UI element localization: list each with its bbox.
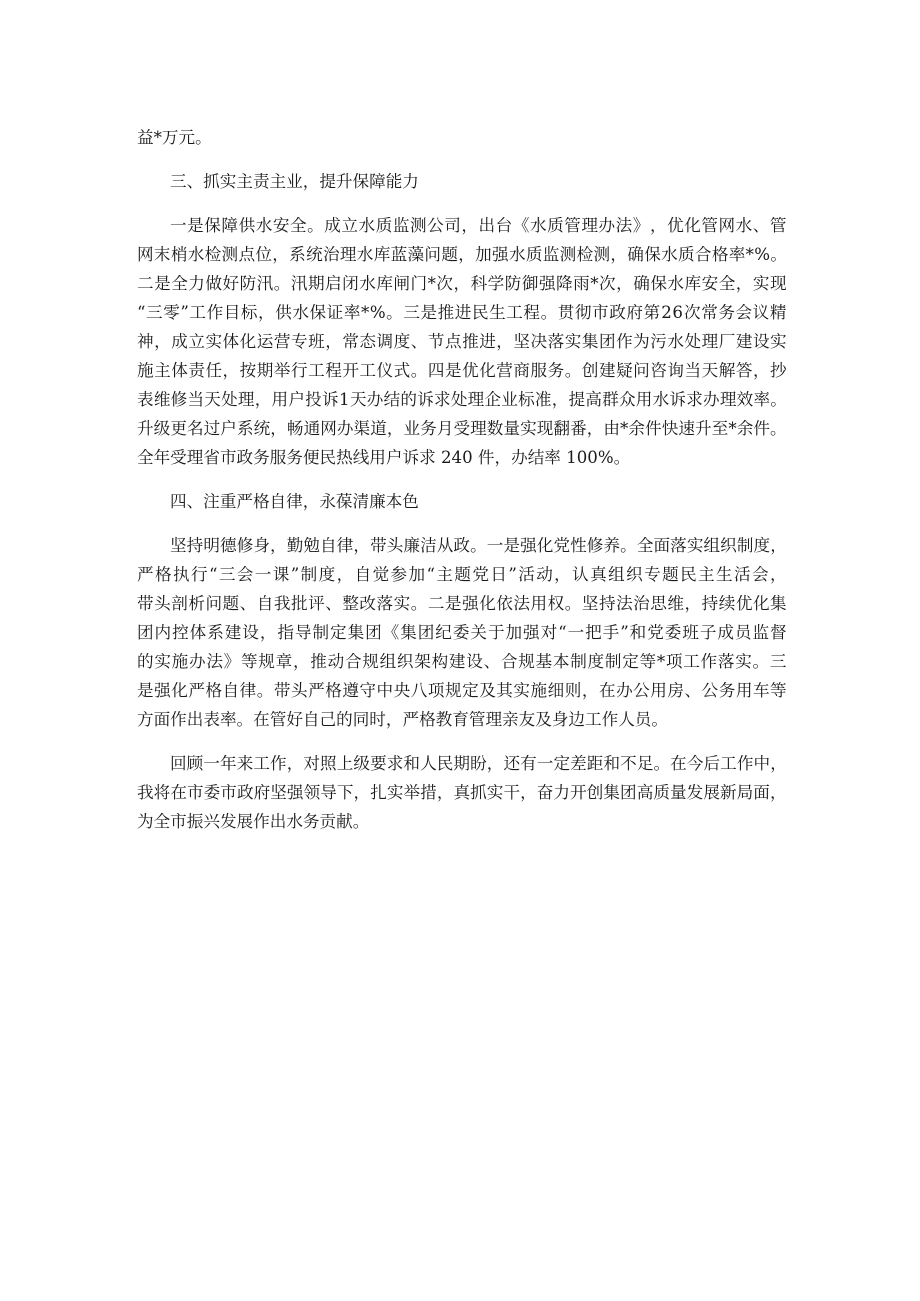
text-line: 二 是 全 力 做 好 防 汛 。 汛 期 启 闭 水 库 闸 门 * 次 ， 科 学 防 御 强 降 雨 * 次 ， 确 保 水 库 安 全 ， 实 现 — [137, 274, 787, 293]
text-line: 全年受理省市政务服务便民热线用户诉求 240 件，办结率 100%。 — [137, 448, 631, 467]
text-line: 坚 持 明 德 修 身 ， 勤 勉 自 律 ， 带 头 廉 洁 从 政 。 一 是 强 化 党 性 修 养 。 全 面 落 实 组 织 制 度 ， — [170, 536, 787, 555]
text-line: 表 维 修 当 天 处 理 ， 用 户 投 诉 1 天 办 结 的 诉 求 处 理 企 业 标 准 ， 提 高 群 众 用 水 诉 求 办 理 效 率 。 — [137, 390, 787, 409]
text-line: 一 是 保 障 供 水 安 全 。 成 立 水 质 监 测 公 司 ， 出 台 《 水 质 管 理 办 法 》 ， 优 化 管 网 水 、 管 — [170, 216, 787, 235]
text-line: 网 末 梢 水 检 测 点 位 ， 系 统 治 理 水 库 蓝 藻 问 题 ， 加 强 水 质 监 测 检 测 ， 确 保 水 质 合 格 率 * % 。 — [137, 245, 787, 264]
text-line: 团 内 控 体 系 建 设 ， 指 导 制 定 集 团 《 集 团 纪 委 关 于 加 强 对 “ 一 把 手 ” 和 党 委 班 子 成 员 监 督 — [137, 623, 787, 642]
text-line: 严 格 执 行 “ 三 会 一 课 ” 制 度 ， 自 觉 参 加 “ 主 题 党 日 ” 活 动 ， 认 真 组 织 专 题 民 主 生 活 会 ， — [137, 565, 787, 584]
text-line: 益*万元。 — [137, 128, 212, 147]
text-line: 带 头 剖 析 问 题 、 自 我 批 评 、 整 改 落 实 。 二 是 强 化 依 法 用 权 。 坚 持 法 治 思 维 ， 持 续 优 化 集 — [137, 594, 787, 613]
text-line: 施 主 体 责 任 ， 按 期 举 行 工 程 开 工 仪 式 。 四 是 优 化 营 商 服 务 。 创 建 疑 问 咨 询 当 天 解 答 ， 抄 — [137, 361, 787, 380]
section-heading: 三、抓实主责主业，提升保障能力 — [170, 172, 419, 191]
text-line: 是 强 化 严 格 自 律 。 带 头 严 格 遵 守 中 央 八 项 规 定 及 其 实 施 细 则 ， 在 办 公 用 房 、 公 务 用 车 等 — [137, 681, 787, 700]
text-line: 神 ， 成 立 实 体 化 运 营 专 班 ， 常 态 调 度 、 节 点 推 进 ， 坚 决 落 实 集 团 作 为 污 水 处 理 厂 建 设 实 — [137, 332, 787, 351]
text-line: 升 级 更 名 过 户 系 统 ， 畅 通 网 办 渠 道 ， 业 务 月 受 理 数 量 实 现 翻 番 ， 由 * 余 件 快 速 升 至 * 余 件 。 — [137, 419, 787, 438]
text-line: 方面作出表率。在管好自己的同时，严格教育管理亲友及身边工作人员。 — [137, 710, 668, 729]
section-heading: 四、注重严格自律，永葆清廉本色 — [170, 492, 419, 511]
text-line: 我 将 在 市 委 市 政 府 坚 强 领 导 下 ， 扎 实 举 措 ， 真 抓 实 干 ， 奋 力 开 创 集 团 高 质 量 发 展 新 局 面 ， — [137, 783, 787, 802]
text-line: 的 实 施 办 法 》 等 规 章 ， 推 动 合 规 组 织 架 构 建 设 、 合 规 基 本 制 度 制 定 等 * 项 工 作 落 实 。 三 — [137, 652, 787, 671]
text-line: 回 顾 一 年 来 工 作 ， 对 照 上 级 要 求 和 人 民 期 盼 ， 还 有 一 定 差 距 和 不 足 。 在 今 后 工 作 中 ， — [170, 754, 787, 773]
text-line: 为全市振兴发展作出水务贡献。 — [137, 812, 370, 831]
text-line: “ 三 零 ” 工 作 目 标 ， 供 水 保 证 率 * % 。 三 是 推 进 民 生 工 程 。 贯 彻 市 政 府 第 2 6 次 常 务 会 议 精 — [137, 303, 787, 322]
